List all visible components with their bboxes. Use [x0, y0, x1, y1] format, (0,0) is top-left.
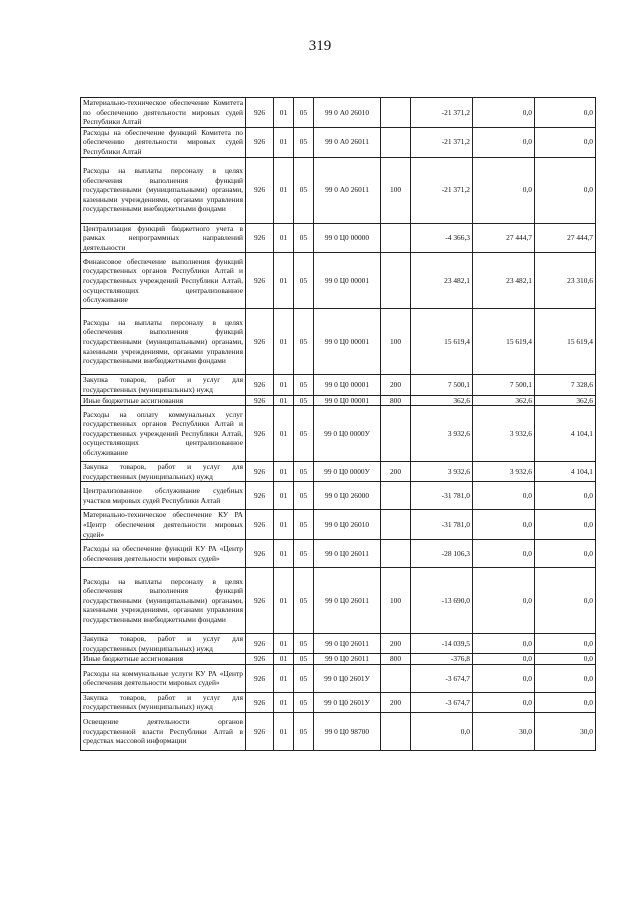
table-row — [81, 634, 596, 654]
amount-year-2: 0,0 — [473, 157, 535, 223]
amount-year-1: 15 619,4 — [411, 309, 473, 375]
target-article: 99 0 Ц0 00001 — [314, 309, 381, 375]
subsection-code: 05 — [294, 713, 314, 751]
target-article: 99 0 Ц0 98700 — [314, 713, 381, 751]
amount-year-3: 27 444,7 — [535, 223, 596, 253]
amount-year-1: -21 371,2 — [411, 157, 473, 223]
target-article: 99 0 Ц0 26000 — [314, 482, 381, 510]
budget-table — [80, 97, 596, 751]
expense-type: 800 — [381, 654, 411, 665]
table-row — [81, 462, 596, 482]
amount-year-1: 3 932,6 — [411, 462, 473, 482]
section-code: 01 — [274, 395, 294, 406]
row-name: Закупка товаров, работ и услуг для государственных (муниципальных) нужд — [81, 375, 246, 395]
expense-type — [381, 406, 411, 462]
amount-year-1: -13 690,0 — [411, 568, 473, 634]
subsection-code: 05 — [294, 510, 314, 540]
subsection-code: 05 — [294, 253, 314, 309]
table-row — [81, 713, 596, 751]
amount-year-3: 0,0 — [535, 692, 596, 712]
row-name: Расходы на обеспечение функций КУ РА «Центр обеспечения деятельности мировых судей» — [81, 540, 246, 568]
ministry-code: 926 — [246, 654, 274, 665]
row-name: Материально-техническое обеспечение КУ РА «Центр обеспечения деятельности мировых судей» — [81, 510, 246, 540]
amount-year-1: 362,6 — [411, 395, 473, 406]
subsection-code: 05 — [294, 634, 314, 654]
section-code: 01 — [274, 634, 294, 654]
expense-type — [381, 223, 411, 253]
ministry-code: 926 — [246, 157, 274, 223]
section-code: 01 — [274, 127, 294, 157]
amount-year-2: 0,0 — [473, 664, 535, 692]
row-name: Расходы на выплаты персоналу в целях обеспечения выполнения функций государственными (муниципальными) органами, казенными учреждениями, органами управления государственными внебюджетными фондами — [81, 568, 246, 634]
expense-type: 200 — [381, 375, 411, 395]
amount-year-3: 0,0 — [535, 157, 596, 223]
expense-type — [381, 98, 411, 128]
amount-year-3: 0,0 — [535, 540, 596, 568]
budget-table-body — [81, 98, 596, 751]
expense-type — [381, 127, 411, 157]
ministry-code: 926 — [246, 692, 274, 712]
amount-year-2: 0,0 — [473, 654, 535, 665]
row-name: Финансовое обеспечение выполнения функций государственных органов Республики Алтай и государственных учреждений Республики Алтай, осуществляющих централизованное обслуживание — [81, 253, 246, 309]
amount-year-1: -14 039,5 — [411, 634, 473, 654]
ministry-code: 926 — [246, 664, 274, 692]
target-article: 99 0 Ц0 0000У — [314, 406, 381, 462]
amount-year-2: 0,0 — [473, 98, 535, 128]
expense-type: 200 — [381, 462, 411, 482]
subsection-code: 05 — [294, 98, 314, 128]
ministry-code: 926 — [246, 253, 274, 309]
row-name: Закупка товаров, работ и услуг для государственных (муниципальных) нужд — [81, 692, 246, 712]
amount-year-2: 0,0 — [473, 634, 535, 654]
table-row — [81, 654, 596, 665]
table-row — [81, 223, 596, 253]
target-article: 99 0 Ц0 2601У — [314, 692, 381, 712]
amount-year-3: 30,0 — [535, 713, 596, 751]
amount-year-2: 30,0 — [473, 713, 535, 751]
amount-year-2: 0,0 — [473, 510, 535, 540]
target-article: 99 0 Ц0 00001 — [314, 375, 381, 395]
amount-year-1: -3 674,7 — [411, 692, 473, 712]
expense-type: 100 — [381, 309, 411, 375]
amount-year-2: 0,0 — [473, 127, 535, 157]
amount-year-1: 3 932,6 — [411, 406, 473, 462]
row-name: Расходы на оплату коммунальных услуг государственных органов Республики Алтай и государственных учреждений Республики Алтай, осуществляющих централизованное обслуживание — [81, 406, 246, 462]
amount-year-3: 0,0 — [535, 568, 596, 634]
subsection-code: 05 — [294, 654, 314, 665]
expense-type — [381, 664, 411, 692]
expense-type — [381, 253, 411, 309]
section-code: 01 — [274, 692, 294, 712]
ministry-code: 926 — [246, 462, 274, 482]
expense-type — [381, 713, 411, 751]
section-code: 01 — [274, 713, 294, 751]
amount-year-1: -376,8 — [411, 654, 473, 665]
subsection-code: 05 — [294, 223, 314, 253]
amount-year-2: 0,0 — [473, 692, 535, 712]
amount-year-3: 0,0 — [535, 664, 596, 692]
table-row — [81, 664, 596, 692]
row-name: Материально-техническое обеспечение Комитета по обеспечению деятельности мировых судей Республики Алтай — [81, 98, 246, 128]
section-code: 01 — [274, 98, 294, 128]
section-code: 01 — [274, 482, 294, 510]
ministry-code: 926 — [246, 127, 274, 157]
table-row — [81, 375, 596, 395]
table-row — [81, 406, 596, 462]
subsection-code: 05 — [294, 692, 314, 712]
ministry-code: 926 — [246, 223, 274, 253]
target-article: 99 0 Ц0 2601У — [314, 664, 381, 692]
ministry-code: 926 — [246, 98, 274, 128]
amount-year-2: 362,6 — [473, 395, 535, 406]
subsection-code: 05 — [294, 482, 314, 510]
target-article: 99 0 А0 26011 — [314, 157, 381, 223]
row-name: Закупка товаров, работ и услуг для государственных (муниципальных) нужд — [81, 462, 246, 482]
row-name: Централизация функций бюджетного учета в рамках непрограммных направлений деятельности — [81, 223, 246, 253]
amount-year-1: -31 781,0 — [411, 510, 473, 540]
subsection-code: 05 — [294, 127, 314, 157]
target-article: 99 0 Ц0 00001 — [314, 253, 381, 309]
amount-year-3: 0,0 — [535, 482, 596, 510]
table-row — [81, 568, 596, 634]
ministry-code: 926 — [246, 375, 274, 395]
amount-year-3: 0,0 — [535, 654, 596, 665]
subsection-code: 05 — [294, 568, 314, 634]
ministry-code: 926 — [246, 634, 274, 654]
section-code: 01 — [274, 568, 294, 634]
amount-year-3: 7 328,6 — [535, 375, 596, 395]
row-name: Расходы на коммунальные услуги КУ РА «Центр обеспечения деятельности мировых судей» — [81, 664, 246, 692]
section-code: 01 — [274, 654, 294, 665]
table-row — [81, 127, 596, 157]
subsection-code: 05 — [294, 309, 314, 375]
target-article: 99 0 Ц0 26011 — [314, 540, 381, 568]
amount-year-1: 23 482,1 — [411, 253, 473, 309]
expense-type: 200 — [381, 692, 411, 712]
row-name: Централизованное обслуживание судебных участков мировых судей Республики Алтай — [81, 482, 246, 510]
amount-year-1: -3 674,7 — [411, 664, 473, 692]
ministry-code: 926 — [246, 568, 274, 634]
table-row — [81, 510, 596, 540]
amount-year-1: 7 500,1 — [411, 375, 473, 395]
expense-type: 200 — [381, 634, 411, 654]
expense-type: 800 — [381, 395, 411, 406]
subsection-code: 05 — [294, 540, 314, 568]
ministry-code: 926 — [246, 713, 274, 751]
subsection-code: 05 — [294, 157, 314, 223]
amount-year-2: 3 932,6 — [473, 462, 535, 482]
ministry-code: 926 — [246, 482, 274, 510]
target-article: 99 0 А0 26011 — [314, 127, 381, 157]
target-article: 99 0 Ц0 00001 — [314, 395, 381, 406]
target-article: 99 0 Ц0 00000 — [314, 223, 381, 253]
amount-year-1: -28 106,3 — [411, 540, 473, 568]
row-name: Иные бюджетные ассигнования — [81, 654, 246, 665]
amount-year-1: -21 371,2 — [411, 98, 473, 128]
ministry-code: 926 — [246, 540, 274, 568]
subsection-code: 05 — [294, 664, 314, 692]
amount-year-2: 0,0 — [473, 540, 535, 568]
table-row — [81, 540, 596, 568]
section-code: 01 — [274, 540, 294, 568]
expense-type — [381, 482, 411, 510]
section-code: 01 — [274, 375, 294, 395]
expense-type — [381, 510, 411, 540]
amount-year-3: 0,0 — [535, 98, 596, 128]
page-number: 319 — [308, 38, 332, 54]
target-article: 99 0 Ц0 0000У — [314, 462, 381, 482]
ministry-code: 926 — [246, 395, 274, 406]
amount-year-3: 362,6 — [535, 395, 596, 406]
table-row — [81, 482, 596, 510]
row-name: Расходы на выплаты персоналу в целях обеспечения выполнения функций государственными (муниципальными) органами, казенными учреждениями, органами управления государственными внебюджетными фондами — [81, 309, 246, 375]
target-article: 99 0 Ц0 26010 — [314, 510, 381, 540]
subsection-code: 05 — [294, 462, 314, 482]
amount-year-1: -4 366,3 — [411, 223, 473, 253]
section-code: 01 — [274, 157, 294, 223]
amount-year-1: -21 371,2 — [411, 127, 473, 157]
table-row — [81, 395, 596, 406]
section-code: 01 — [274, 309, 294, 375]
expense-type — [381, 540, 411, 568]
amount-year-3: 0,0 — [535, 510, 596, 540]
amount-year-1: 0,0 — [411, 713, 473, 751]
amount-year-2: 3 932,6 — [473, 406, 535, 462]
amount-year-3: 0,0 — [535, 634, 596, 654]
amount-year-3: 4 104,1 — [535, 406, 596, 462]
amount-year-3: 4 104,1 — [535, 462, 596, 482]
row-name: Иные бюджетные ассигнования — [81, 395, 246, 406]
amount-year-1: -31 781,0 — [411, 482, 473, 510]
amount-year-2: 7 500,1 — [473, 375, 535, 395]
target-article: 99 0 Ц0 26011 — [314, 634, 381, 654]
table-row — [81, 253, 596, 309]
section-code: 01 — [274, 223, 294, 253]
amount-year-2: 23 482,1 — [473, 253, 535, 309]
amount-year-2: 15 619,4 — [473, 309, 535, 375]
target-article: 99 0 Ц0 26011 — [314, 568, 381, 634]
subsection-code: 05 — [294, 395, 314, 406]
amount-year-3: 23 310,6 — [535, 253, 596, 309]
table-row — [81, 692, 596, 712]
ministry-code: 926 — [246, 309, 274, 375]
amount-year-3: 0,0 — [535, 127, 596, 157]
amount-year-2: 27 444,7 — [473, 223, 535, 253]
table-row — [81, 98, 596, 128]
section-code: 01 — [274, 253, 294, 309]
section-code: 01 — [274, 664, 294, 692]
amount-year-2: 0,0 — [473, 482, 535, 510]
row-name: Закупка товаров, работ и услуг для государственных (муниципальных) нужд — [81, 634, 246, 654]
amount-year-2: 0,0 — [473, 568, 535, 634]
ministry-code: 926 — [246, 406, 274, 462]
section-code: 01 — [274, 406, 294, 462]
row-name: Расходы на обеспечение функций Комитета по обеспечению деятельности мировых судей Республики Алтай — [81, 127, 246, 157]
subsection-code: 05 — [294, 375, 314, 395]
expense-type: 100 — [381, 568, 411, 634]
expense-type: 100 — [381, 157, 411, 223]
amount-year-3: 15 619,4 — [535, 309, 596, 375]
subsection-code: 05 — [294, 406, 314, 462]
row-name: Расходы на выплаты персоналу в целях обеспечения выполнения функций государственными (муниципальными) органами, казенными учреждениями, органами управления государственными внебюджетными фондами — [81, 157, 246, 223]
section-code: 01 — [274, 462, 294, 482]
table-row — [81, 309, 596, 375]
target-article: 99 0 Ц0 26011 — [314, 654, 381, 665]
target-article: 99 0 А0 26010 — [314, 98, 381, 128]
row-name: Освещение деятельности органов государственной власти Республики Алтай в средствах массовой информации — [81, 713, 246, 751]
ministry-code: 926 — [246, 510, 274, 540]
section-code: 01 — [274, 510, 294, 540]
table-row — [81, 157, 596, 223]
